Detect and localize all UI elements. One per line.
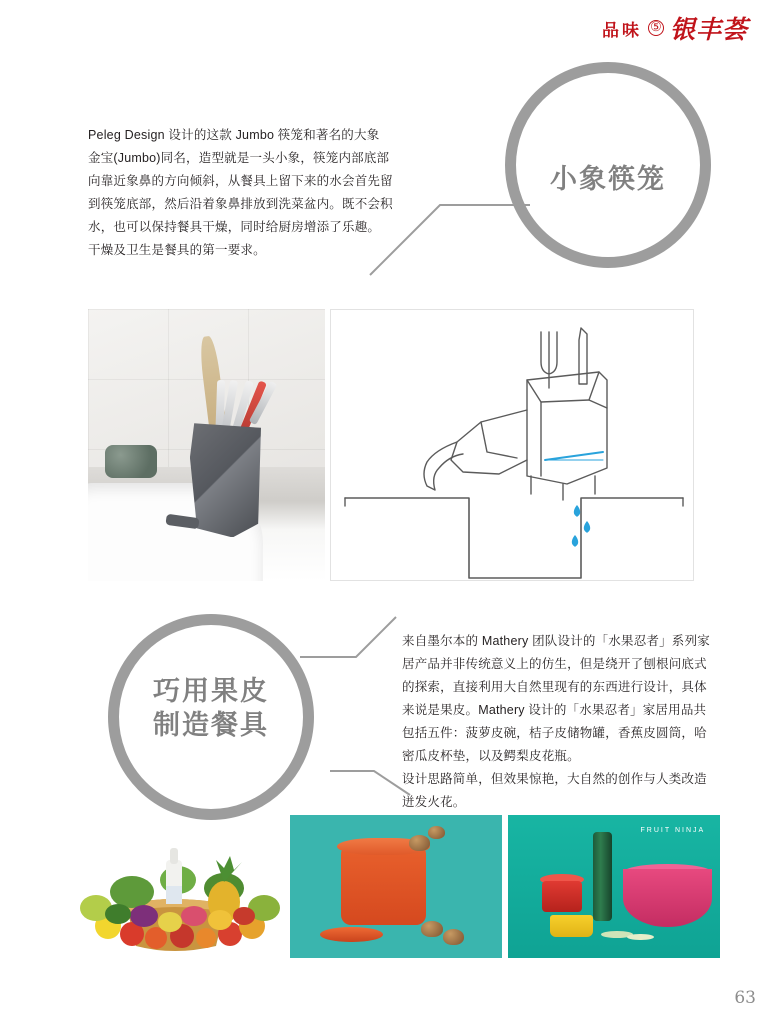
section-2-line-2: 居产品并非传统意义上的仿生，但是绕开了刨根问底式 [402,657,707,671]
walnut-1 [421,921,442,937]
diagram-svg [331,310,694,581]
fruit-ninja-set-photo [508,815,720,958]
ring-label-fruit [108,675,314,743]
elephant-caddy-body [190,423,261,537]
yellow-cup [550,915,592,936]
section-1-line-6: 干燥及卫生是餐具的第一要求。 [88,243,266,257]
section-2-line-4: 来说是果皮。Mathery 设计的「水果忍者」家居用品共 [402,703,707,717]
section-1-line-5: 水，也可以保持餐具干燥，同时给厨房增添了乐趣。 [88,220,381,234]
elephant-caddy-diagram [330,309,694,581]
section-2-line-6: 密瓜皮杯垫，以及鳄梨皮花瓶。 [402,749,580,763]
section-2-line-3: 的探索，直接利用大自然里现有的东西进行设计，具体 [402,680,707,694]
fruit-basket-photo [74,830,289,960]
fruit-basket-svg [74,830,289,960]
page-header [602,10,748,46]
red-storage-jar [542,881,582,912]
section-2-line-8: 迸发火花。 [402,795,466,809]
section-1-body [88,124,428,262]
page-number: 63 [734,988,756,1008]
walnut-3 [409,835,430,851]
melon-coaster-2 [627,934,655,940]
section-2-line-1: 来自墨尔本的 Mathery 团队设计的「水果忍者」系列家 [402,634,710,648]
ring-label-elephant: 小象筷笼 [550,164,666,195]
pineapple-peel-bowl [623,869,712,926]
section-1-line-1: Peleg Design 设计的这款 Jumbo 筷笼和著名的大象 [88,128,380,142]
header-brand-cn: 品味 [601,20,642,41]
banana-peel-tube [593,832,612,921]
section-2-line-7: 设计思路简单，但效果惊艳，大自然的创作与人类改造 [402,772,707,786]
section-2-body [402,630,734,814]
header-brand-mark-icon: ⑤ [648,20,664,36]
walnut-4 [428,826,445,839]
elephant-caddy-photo [88,309,325,581]
header-brand-logo: 银丰荟 [669,15,748,44]
orange-peel-lid [320,927,384,943]
fruit-ninja-watermark: FRUIT NINJA [640,827,706,835]
section-2-line-5: 包括五件：菠萝皮碗，桔子皮储物罐，香蕉皮圆筒，哈 [402,726,707,740]
ring-label-fruit-line-1: 巧用果皮 [153,676,269,707]
section-1-line-4: 到筷笼底部，然后沿着象鼻排放到洗菜盆内。既不会积 [88,197,393,211]
section-1-line-2: 金宝(Jumbo)同名，造型就是一头小象，筷笼内部底部 [88,151,390,165]
ring-label-fruit-line-2: 制造餐具 [153,710,269,741]
sponge [105,445,157,478]
section-1-line-3: 向靠近象鼻的方向倾斜，从餐具上留下来的水会首先留 [88,174,393,188]
walnut-2 [443,929,464,945]
orange-peel-jar [341,846,426,925]
orange-jar-photo [290,815,502,958]
